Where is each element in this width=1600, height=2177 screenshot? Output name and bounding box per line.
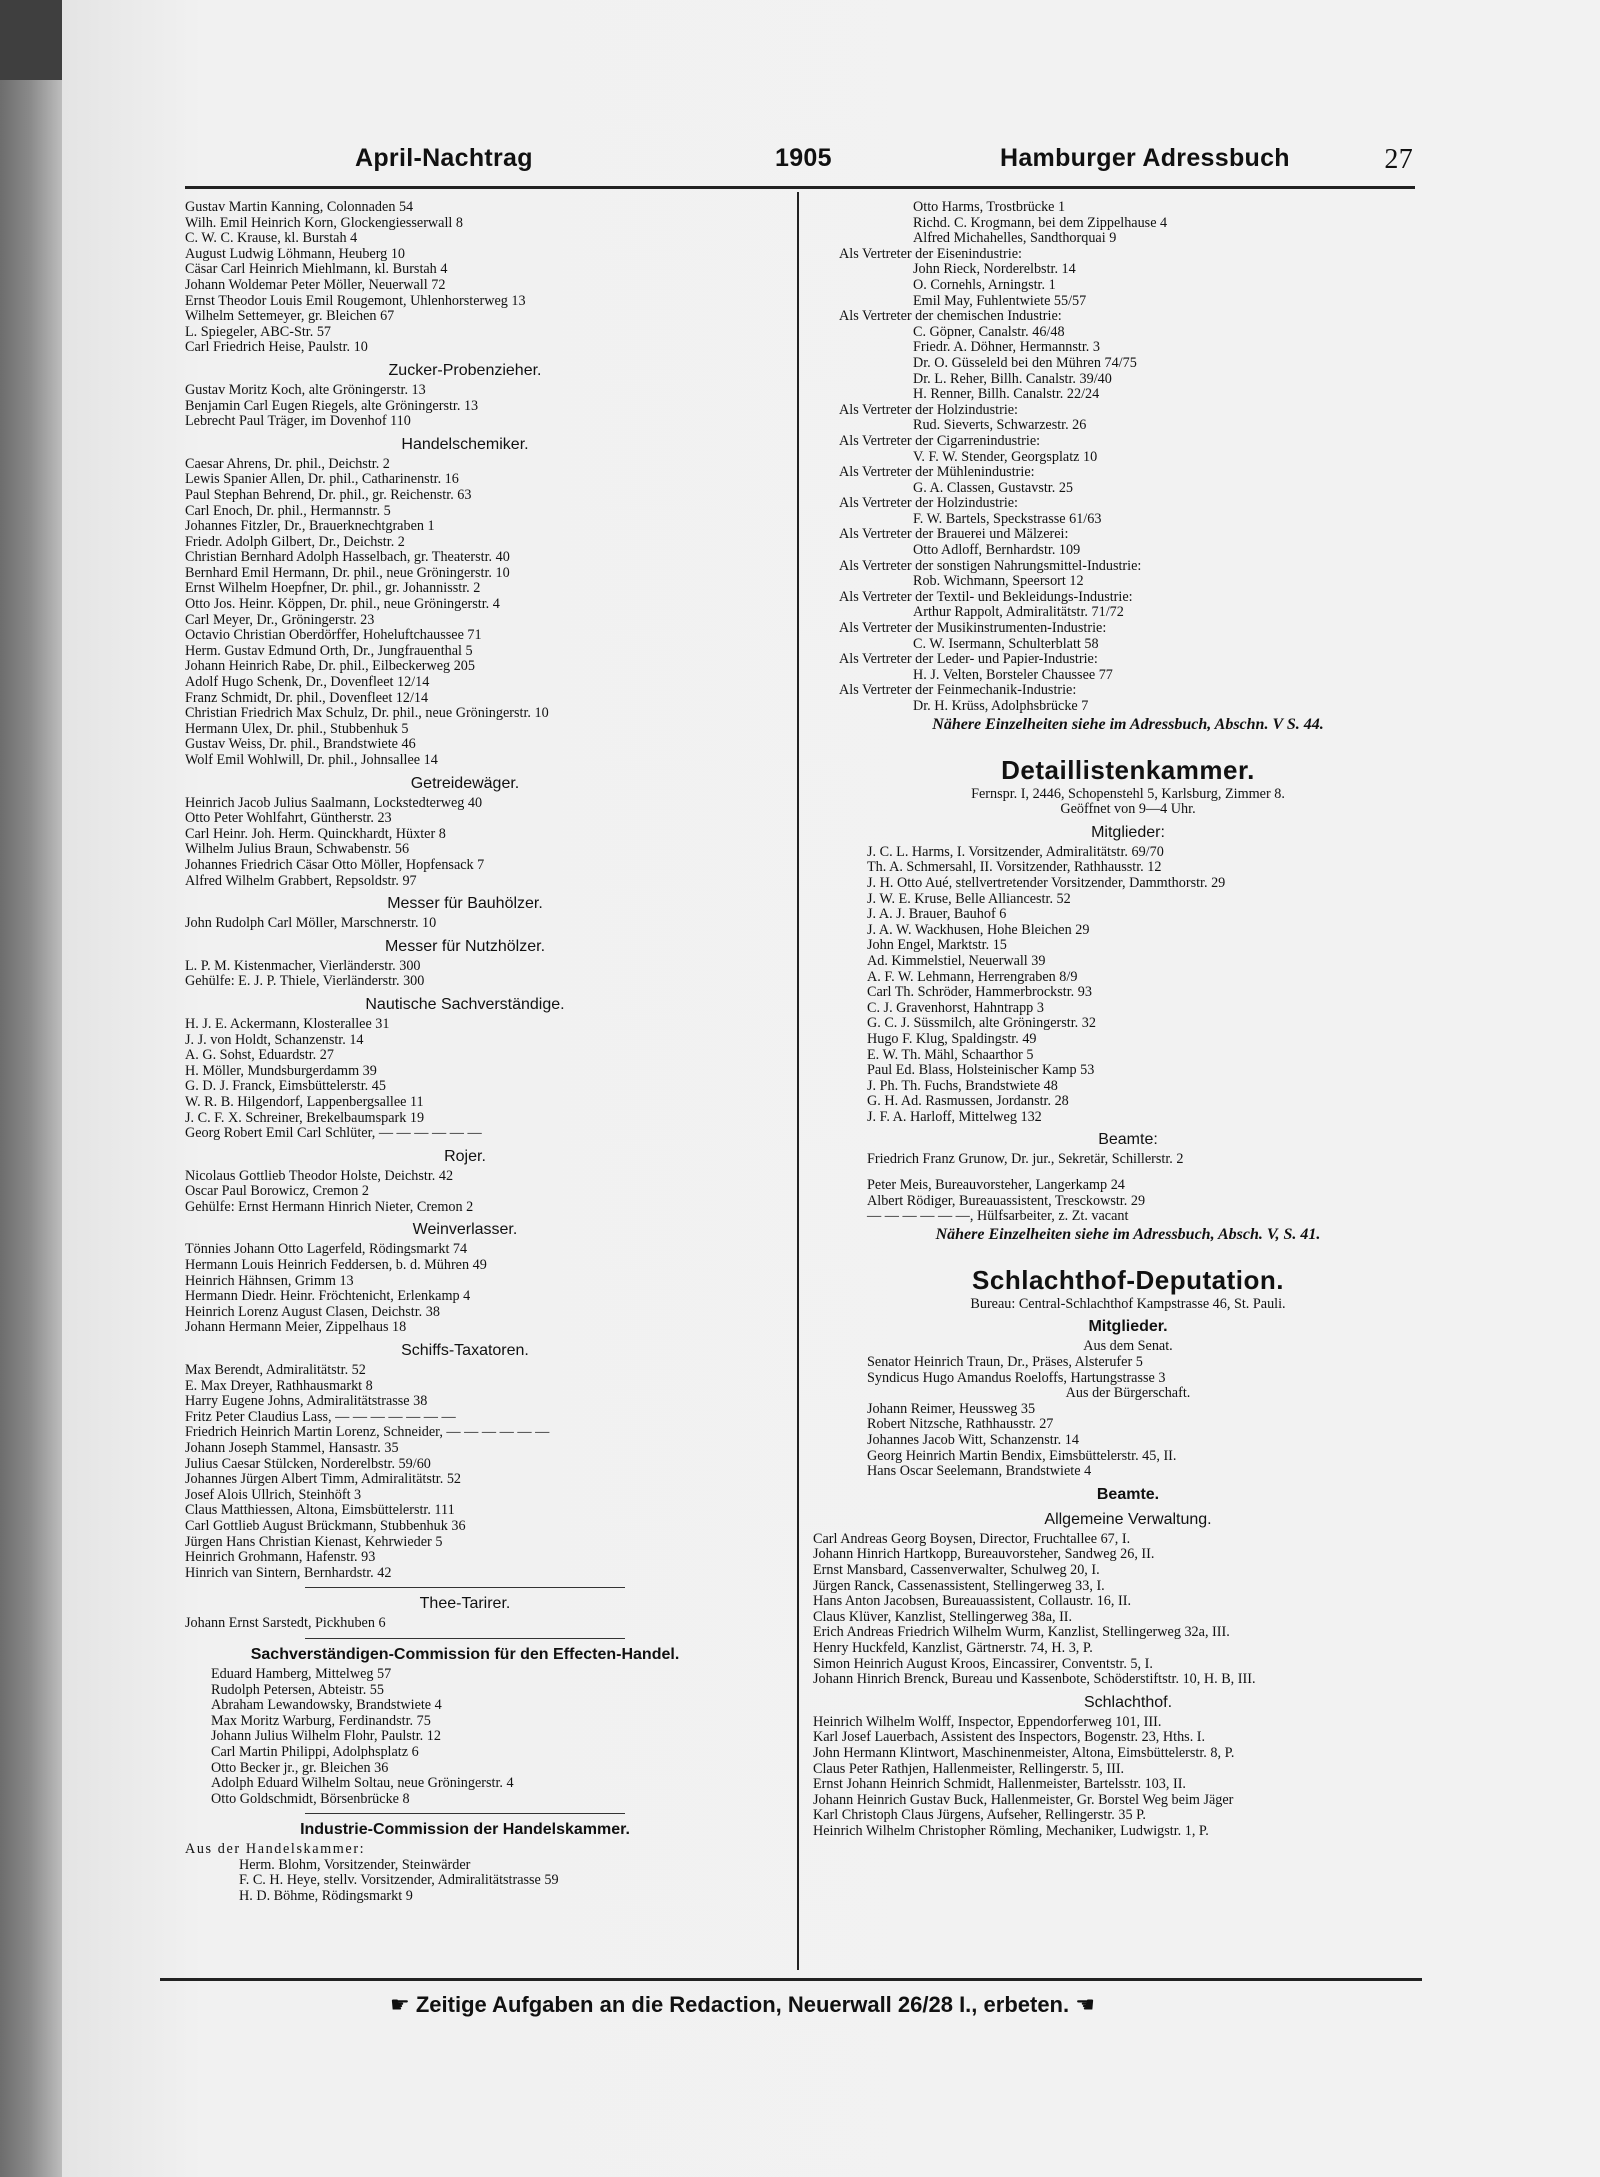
entry-line: J. J. von Holdt, Schanzenstr. 14 — [185, 1031, 364, 1048]
footer-notice — [390, 1992, 1095, 2018]
entry-line: Benjamin Carl Eugen Riegels, alte Gröningerstr. 13 — [185, 397, 479, 414]
entry-line: Heinrich Grohmann, Hafenstr. 93 — [185, 1549, 376, 1566]
entry-line: Hermann Ulex, Dr. phil., Stubbenhuk 5 — [185, 720, 409, 737]
entry-line: Als Vertreter der Leder- und Papier-Industrie: — [839, 651, 1098, 668]
reference-note: Nähere Einzelheiten siehe im Adressbuch, Absch. V, S. 41. — [935, 1225, 1321, 1243]
entry-line: Ad. Kimmelstiel, Neuerwall 39 — [867, 952, 1046, 969]
page-number: 27 — [1384, 144, 1413, 175]
entry-line: J. W. E. Kruse, Belle Alliancestr. 52 — [867, 890, 1071, 907]
entry-line: Heinrich Wilhelm Wolff, Inspector, Eppendorferweg 101, III. — [813, 1713, 1162, 1730]
entry-line: H. J. E. Ackermann, Klosterallee 31 — [185, 1015, 390, 1032]
entry-line: Arthur Rappolt, Admiralitätstr. 71/72 — [913, 604, 1124, 621]
entry-line: Als Vertreter der Musikinstrumenten-Industrie: — [839, 620, 1107, 637]
entry-line: H. Renner, Billh. Canalstr. 22/24 — [913, 386, 1100, 403]
entry-line: F. C. H. Heye, stellv. Vorsitzender, Admiralitätstrasse 59 — [239, 1872, 559, 1889]
entry-line: Bureau: Central-Schlachthof Kampstrasse 46, St. Pauli. — [970, 1295, 1286, 1312]
running-head — [185, 144, 1413, 184]
entry-line: Heinrich Lorenz August Clasen, Deichstr. 38 — [185, 1303, 440, 1320]
section-heading: Zucker-Probenzieher. — [388, 361, 542, 379]
entry-line: Dr. O. Güsseleld bei den Mühren 74/75 — [913, 354, 1137, 371]
entry-line: Paul Ed. Blass, Holsteinischer Kamp 53 — [867, 1062, 1095, 1079]
entry-line: Senator Heinrich Traun, Dr., Präses, Alsterufer 5 — [867, 1354, 1143, 1371]
entry-line: Syndicus Hugo Amandus Roeloffs, Hartungstrasse 3 — [867, 1369, 1166, 1386]
section-heading: Thee-Tarirer. — [419, 1595, 511, 1613]
entry-line: Simon Heinrich August Kroos, Eincassirer, Conventstr. 5, I. — [813, 1655, 1153, 1672]
entry-line: Herm. Blohm, Vorsitzender, Steinwärder — [239, 1856, 471, 1873]
entry-line: Nicolaus Gottlieb Theodor Holste, Deichstr. 42 — [185, 1167, 454, 1184]
entry-line: Als Vertreter der Feinmechanik-Industrie: — [839, 682, 1077, 699]
entry-line: Friedr. A. Döhner, Hermannstr. 3 — [913, 339, 1100, 356]
entry-line: Johann Hermann Meier, Zippelhaus 18 — [185, 1319, 407, 1336]
entry-line: Carl Andreas Georg Boysen, Director, Fruchtallee 67, I. — [813, 1530, 1131, 1547]
entry-line: Aus der Handelskammer: — [185, 1841, 366, 1858]
entry-line: Richd. C. Krogmann, bei dem Zippelhause 4 — [913, 214, 1168, 231]
entry-line: August Ludwig Löhmann, Heuberg 10 — [185, 245, 406, 262]
entry-line: W. R. B. Hilgendorf, Lappenbergsallee 11 — [185, 1093, 424, 1110]
entry-line: H. J. Velten, Borsteler Chaussee 77 — [913, 666, 1113, 683]
entry-line: J. A. J. Brauer, Bauhof 6 — [867, 906, 1007, 923]
entry-line: Hans Anton Jacobsen, Bureauassistent, Collaustr. 16, II. — [813, 1593, 1131, 1610]
entry-line: Robert Nitzsche, Rathhausstr. 27 — [867, 1416, 1054, 1433]
entry-line: Jürgen Hans Christian Kienast, Kehrwieder 5 — [185, 1533, 443, 1550]
entry-line: Wilh. Emil Heinrich Korn, Glockengiesserwall 8 — [185, 214, 463, 231]
entry-line: Johannes Jacob Witt, Schanzenstr. 14 — [867, 1432, 1079, 1448]
entry-line: Wilhelm Julius Braun, Schwabenstr. 56 — [185, 841, 410, 858]
section-heading: Mitglieder: — [1091, 823, 1165, 841]
entry-line: Aus dem Senat. — [1083, 1338, 1173, 1355]
entry-line: Herm. Gustav Edmund Orth, Dr., Jungfrauenthal 5 — [185, 642, 473, 659]
entry-line: Karl Josef Lauerbach, Assistent des Inspectors, Bogenstr. 23, Hths. I. — [813, 1729, 1206, 1746]
scan-edge — [0, 0, 62, 2177]
entry-line: Fernspr. I, 2446, Schopenstehl 5, Karlsburg, Zimmer 8. — [971, 785, 1285, 802]
section-heading: Beamte. — [1096, 1485, 1160, 1503]
entry-line: Carl Gottlieb August Brückmann, Stubbenhuk 36 — [185, 1517, 466, 1534]
entry-line: A. F. W. Lehmann, Herrengraben 8/9 — [867, 968, 1078, 985]
entry-line: Emil May, Fuhlentwiete 55/57 — [913, 292, 1087, 309]
entry-line: Carl Martin Philippi, Adolphsplatz 6 — [211, 1743, 419, 1760]
entry-line: Hermann Diedr. Heinr. Fröchtenicht, Erlenkamp 4 — [185, 1288, 471, 1305]
entry-line: Friedrich Franz Grunow, Dr. jur., Sekretär, Schillerstr. 2 — [867, 1151, 1184, 1168]
entry-line: Carl Friedrich Heise, Paulstr. 10 — [185, 339, 368, 356]
entry-line: H. D. Böhme, Rödingsmarkt 9 — [239, 1888, 413, 1905]
section-heading: Weinverlasser. — [412, 1221, 518, 1239]
entry-line: Als Vertreter der sonstigen Nahrungsmittel-Industrie: — [839, 557, 1142, 574]
entry-line: Otto Adloff, Bernhardstr. 109 — [913, 542, 1081, 559]
entry-line: Hermann Louis Heinrich Feddersen, b. d. Mühren 49 — [185, 1257, 487, 1274]
entry-line: Claus Matthiessen, Altona, Eimsbüttelerstr. 111 — [185, 1502, 455, 1519]
header-title: Hamburger Adressbuch — [1000, 144, 1290, 172]
entry-line: Rud. Sieverts, Schwarzestr. 26 — [913, 417, 1087, 434]
entry-line: Paul Stephan Behrend, Dr. phil., gr. Reichenstr. 63 — [185, 486, 472, 503]
entry-line: Otto Goldschmidt, Börsenbrücke 8 — [211, 1790, 410, 1807]
entry-line: Johann Heinrich Gustav Buck, Hallenmeister, Gr. Borstel Weg beim Jäger — [813, 1791, 1234, 1808]
entry-line: Otto Peter Wohlfahrt, Güntherstr. 23 — [185, 810, 392, 827]
entry-line: G. H. Ad. Rasmussen, Jordanstr. 28 — [867, 1093, 1069, 1110]
entry-line: L. Spiegeler, ABC-Str. 57 — [185, 323, 332, 340]
entry-line: Bernhard Emil Hermann, Dr. phil., neue Gröningerstr. 10 — [185, 564, 510, 581]
entry-line: Fritz Peter Claudius Lass, — — — — — — — — [185, 1408, 456, 1425]
entry-line: J. H. Otto Aué, stellvertretender Vorsitzender, Dammthorstr. 29 — [867, 874, 1226, 891]
entry-line: C. W. Isermann, Schulterblatt 58 — [913, 635, 1099, 652]
entry-line: Als Vertreter der Textil- und Bekleidungs-Industrie: — [839, 588, 1133, 605]
entry-line: Rudolph Petersen, Abteistr. 55 — [211, 1681, 384, 1698]
entry-line: Josef Alois Ullrich, Steinhöft 3 — [185, 1486, 362, 1503]
entry-line: Octavio Christian Oberdörffer, Hoheluftchaussee 71 — [185, 627, 482, 644]
entry-line: Dr. H. Krüss, Adolphsbrücke 7 — [913, 698, 1089, 714]
entry-line: Als Vertreter der Brauerei und Mälzerei: — [839, 526, 1069, 543]
entry-line: G. D. J. Franck, Eimsbüttelerstr. 45 — [185, 1078, 386, 1095]
entry-line: Gustav Martin Kanning, Colonnaden 54 — [185, 199, 414, 215]
entry-line: Claus Klüver, Kanzlist, Stellingerweg 38a, II. — [813, 1608, 1073, 1625]
entry-line: Johannes Fitzler, Dr., Brauerknechtgraben 1 — [185, 518, 435, 535]
entry-line: Ernst Theodor Louis Emil Rougemont, Uhlenhorsterweg 13 — [185, 292, 526, 309]
section-heading: Getreidewäger. — [410, 774, 520, 792]
section-heading: Handelschemiker. — [401, 435, 529, 453]
entry-line: Johann Hinrich Hartkopp, Bureauvorsteher, Sandweg 26, II. — [813, 1546, 1155, 1563]
entry-line: Cäsar Carl Heinrich Miehlmann, kl. Burstah 4 — [185, 261, 448, 278]
entry-line: Ernst Mansbard, Cassenverwalter, Schulweg 20, I. — [813, 1561, 1100, 1578]
entry-line: O. Cornehls, Arningstr. 1 — [913, 276, 1056, 293]
entry-line: V. F. W. Stender, Georgsplatz 10 — [913, 448, 1098, 465]
entry-line: Jürgen Ranck, Cassenassistent, Stellingerweg 33, I. — [813, 1577, 1105, 1594]
entry-line: John Hermann Klintwort, Maschinenmeister, Altona, Eimsbüttelerstr. 8, P. — [813, 1744, 1235, 1761]
entry-line: Gustav Moritz Koch, alte Gröningerstr. 13 — [185, 381, 426, 398]
entry-line: Karl Christoph Claus Jürgens, Aufseher, Rellingerstr. 35 P. — [813, 1807, 1146, 1824]
entry-line: J. F. A. Harloff, Mittelweg 132 — [867, 1108, 1042, 1125]
section-rule — [305, 1813, 625, 1814]
entry-line: G. A. Classen, Gustavstr. 25 — [913, 479, 1074, 496]
entry-line: Gehülfe: E. J. P. Thiele, Vierländerstr. 300 — [185, 973, 425, 990]
entry-line: F. W. Bartels, Speckstrasse 61/63 — [913, 510, 1102, 527]
section-heading: Messer für Nutzhölzer. — [384, 937, 546, 955]
entry-line: Gehülfe: Ernst Hermann Hinrich Nieter, Cremon 2 — [185, 1198, 474, 1215]
entry-line: E. W. Th. Mähl, Schaarthor 5 — [867, 1046, 1034, 1063]
entry-line: Als Vertreter der Holzindustrie: — [839, 495, 1018, 512]
entry-line: Ernst Johann Heinrich Schmidt, Hallenmeister, Bartelsstr. 103, II. — [813, 1776, 1186, 1793]
entry-line: Johann Reimer, Heussweg 35 — [867, 1400, 1036, 1417]
entry-line: Johann Hinrich Brenck, Bureau und Kassenbote, Schöderstiftstr. 10, H. B, III. — [813, 1671, 1256, 1688]
entry-line: Geöffnet von 9—4 Uhr. — [1060, 801, 1196, 818]
header-section: April-Nachtrag — [355, 144, 533, 172]
entry-line: Alfred Wilhelm Grabbert, Repsoldstr. 97 — [185, 872, 417, 889]
right-column — [813, 200, 1443, 1839]
entry-line: Johann Julius Wilhelm Flohr, Paulstr. 12 — [211, 1728, 441, 1745]
section-heading: Allgemeine Verwaltung. — [1044, 1510, 1212, 1528]
entry-line: J. C. L. Harms, I. Vorsitzender, Admiralitätstr. 69/70 — [867, 843, 1164, 860]
section-heading: Schiffs-Taxatoren. — [401, 1342, 529, 1360]
entry-line: Otto Harms, Trostbrücke 1 — [913, 199, 1066, 215]
institution-title: Schlachthof-Deputation. — [972, 1264, 1284, 1295]
entry-line: Johann Heinrich Rabe, Dr. phil., Eilbeckerweg 205 — [185, 658, 475, 675]
section-heading: Nautische Sachverständige. — [365, 995, 565, 1013]
entry-line: Wilhelm Settemeyer, gr. Bleichen 67 — [185, 308, 395, 325]
entry-line: J. A. W. Wackhusen, Hohe Bleichen 29 — [867, 921, 1090, 938]
entry-line: Dr. L. Reher, Billh. Canalstr. 39/40 — [913, 370, 1112, 387]
entry-line: J. C. F. X. Schreiner, Brekelbaumspark 19 — [185, 1109, 425, 1126]
entry-line: Max Moritz Warburg, Ferdinandstr. 75 — [211, 1712, 431, 1729]
entry-line: Eduard Hamberg, Mittelweg 57 — [211, 1665, 392, 1682]
entry-line: — — — — — —, Hülfsarbeiter, z. Zt. vacant — [867, 1208, 1129, 1225]
entry-line: Heinrich Hähnsen, Grimm 13 — [185, 1272, 354, 1289]
entry-line: J. Ph. Th. Fuchs, Brandstwiete 48 — [867, 1077, 1058, 1094]
column-divider — [797, 192, 799, 1970]
header-rule — [185, 186, 1415, 189]
entry-line: Oscar Paul Borowicz, Cremon 2 — [185, 1183, 370, 1200]
entry-line: Albert Rödiger, Bureauassistent, Tresckowstr. 29 — [867, 1192, 1146, 1209]
entry-line: Abraham Lewandowsky, Brandstwiete 4 — [211, 1697, 442, 1714]
entry-line: Rob. Wichmann, Speersort 12 — [913, 573, 1084, 590]
entry-line: Friedr. Adolph Gilbert, Dr., Deichstr. 2 — [185, 533, 405, 550]
entry-line: Max Berendt, Admiralitätstr. 52 — [185, 1362, 366, 1379]
entry-line: Ernst Wilhelm Hoepfner, Dr. phil., gr. Johannisstr. 2 — [185, 580, 481, 597]
header-year: 1905 — [775, 144, 832, 172]
entry-line: C. J. Gravenhorst, Hahntrapp 3 — [867, 999, 1044, 1016]
entry-line: Adolf Hugo Schenk, Dr., Dovenfleet 12/14 — [185, 674, 430, 691]
entry-line: Heinrich Wilhelm Christopher Römling, Mechaniker, Ludwigstr. 1, P. — [813, 1822, 1209, 1839]
entry-line: Lebrecht Paul Träger, im Dovenhof 110 — [185, 413, 411, 430]
left-column — [185, 200, 745, 1905]
entry-line: Henry Huckfeld, Kanzlist, Gärtnerstr. 74, H. 3, P. — [813, 1639, 1093, 1656]
entry-line: Erich Andreas Friedrich Wilhelm Wurm, Kanzlist, Stellingerweg 32a, III. — [813, 1624, 1230, 1641]
entry-line: Johann Joseph Stammel, Hansastr. 35 — [185, 1440, 399, 1456]
section-rule — [305, 1638, 625, 1639]
entry-line: Aus der Bürgerschaft. — [1065, 1385, 1191, 1402]
entry-line: Hans Oscar Seelemann, Brandstwiete 4 — [867, 1463, 1092, 1480]
pointing-hand-left-icon: ☚ — [1075, 1992, 1095, 2017]
entry-line: Claus Peter Rathjen, Hallenmeister, Rellingerstr. 5, III. — [813, 1760, 1125, 1777]
entry-line: Carl Heinr. Joh. Herm. Quinckhardt, Hüxter 8 — [185, 825, 446, 842]
entry-line: Otto Jos. Heinr. Köppen, Dr. phil., neue Gröningerstr. 4 — [185, 596, 500, 613]
entry-line: E. Max Dreyer, Rathhausmarkt 8 — [185, 1377, 373, 1394]
entry-line: Als Vertreter der Eisenindustrie: — [839, 245, 1022, 262]
entry-line: Johannes Jürgen Albert Timm, Admiralitätstr. 52 — [185, 1471, 462, 1488]
footer-rule — [160, 1978, 1422, 1981]
entry-line: Franz Schmidt, Dr. phil., Dovenfleet 12/14 — [185, 689, 429, 706]
entry-line: Harry Eugene Johns, Admiralitätstrasse 38 — [185, 1393, 428, 1410]
entry-line: Caesar Ahrens, Dr. phil., Deichstr. 2 — [185, 455, 390, 472]
entry-line: Peter Meis, Bureauvorsteher, Langerkamp 24 — [867, 1177, 1125, 1194]
entry-line: Tönnies Johann Otto Lagerfeld, Rödingsmarkt 74 — [185, 1241, 468, 1258]
entry-line: Adolph Eduard Wilhelm Soltau, neue Gröningerstr. 4 — [211, 1775, 514, 1792]
entry-line: Als Vertreter der Cigarrenindustrie: — [839, 432, 1041, 449]
entry-line: Julius Caesar Stülcken, Norderelbstr. 59/60 — [185, 1455, 431, 1472]
entry-line: Hinrich van Sintern, Bernhardstr. 42 — [185, 1564, 392, 1581]
entry-line: C. W. C. Krause, kl. Burstah 4 — [185, 230, 358, 247]
section-heading: Messer für Bauhölzer. — [387, 895, 543, 913]
entry-line: Wolf Emil Wohlwill, Dr. phil., Johnsallee 14 — [185, 752, 438, 768]
section-heading: Sachverständigen-Commission für den Effecten-Handel. — [250, 1645, 680, 1663]
entry-line: Als Vertreter der chemischen Industrie: — [839, 308, 1062, 325]
section-heading: Rojer. — [444, 1147, 486, 1165]
entry-line: John Rieck, Norderelbstr. 14 — [913, 261, 1076, 278]
entry-line: Otto Becker jr., gr. Bleichen 36 — [211, 1759, 389, 1776]
entry-line: Als Vertreter der Holzindustrie: — [839, 401, 1018, 418]
entry-line: Christian Friedrich Max Schulz, Dr. phil., neue Gröningerstr. 10 — [185, 705, 549, 722]
entry-line: Hugo F. Klug, Spaldingstr. 49 — [867, 1030, 1037, 1047]
entry-line: Georg Robert Emil Carl Schlüter, — — — — — — — [185, 1125, 482, 1142]
entry-line: Als Vertreter der Mühlenindustrie: — [839, 464, 1035, 481]
entry-line: Carl Meyer, Dr., Gröningerstr. 23 — [185, 611, 375, 628]
pointing-hand-right-icon: ☛ — [390, 1992, 410, 2017]
institution-title: Detaillistenkammer. — [1001, 754, 1255, 785]
section-heading: Beamte: — [1098, 1131, 1158, 1149]
entry-line: Friedrich Heinrich Martin Lorenz, Schneider, — — — — — — — [185, 1424, 550, 1441]
section-rule — [305, 1587, 625, 1588]
entry-line: H. Möller, Mundsburgerdamm 39 — [185, 1062, 377, 1079]
entry-line: G. C. J. Süssmilch, alte Gröningerstr. 32 — [867, 1015, 1096, 1032]
entry-line: C. Göpner, Canalstr. 46/48 — [913, 323, 1065, 340]
entry-line: Lewis Spanier Allen, Dr. phil., Catharinenstr. 16 — [185, 471, 459, 488]
entry-line: Carl Enoch, Dr. phil., Hermannstr. 5 — [185, 502, 391, 519]
entry-line: Gustav Weiss, Dr. phil., Brandstwiete 46 — [185, 736, 416, 753]
entry-line: John Engel, Marktstr. 15 — [867, 937, 1007, 954]
entry-line: Johann Woldemar Peter Möller, Neuerwall 72 — [185, 276, 446, 293]
entry-line: Alfred Michahelles, Sandthorquai 9 — [913, 230, 1117, 247]
entry-line: L. P. M. Kistenmacher, Vierländerstr. 300 — [185, 957, 421, 974]
section-heading: Schlachthof. — [1083, 1693, 1173, 1711]
entry-line: Carl Th. Schröder, Hammerbrockstr. 93 — [867, 984, 1092, 1001]
section-heading: Industrie-Commission der Handelskammer. — [300, 1821, 630, 1839]
entry-line: A. G. Sohst, Eduardstr. 27 — [185, 1047, 334, 1064]
entry-line: Johannes Friedrich Cäsar Otto Möller, Hopfensack 7 — [185, 856, 485, 873]
entry-line: John Rudolph Carl Möller, Marschnerstr. 10 — [185, 915, 437, 932]
footer-text: Zeitige Aufgaben an die Redaction, Neuerwall 26/28 I., erbeten. — [415, 1992, 1070, 2017]
section-heading: Mitglieder. — [1088, 1318, 1168, 1336]
entry-line: Georg Heinrich Martin Bendix, Eimsbüttelerstr. 45, II. — [867, 1447, 1177, 1464]
entry-line: Th. A. Schmersahl, II. Vorsitzender, Rathhausstr. 12 — [867, 859, 1162, 876]
entry-line: Johann Ernst Sarstedt, Pickhuben 6 — [185, 1615, 386, 1632]
entry-line: Heinrich Jacob Julius Saalmann, Lockstedterweg 40 — [185, 794, 483, 811]
reference-note: Nähere Einzelheiten siehe im Adressbuch, Abschn. V S. 44. — [932, 715, 1324, 733]
entry-line: Christian Bernhard Adolph Hasselbach, gr. Theaterstr. 40 — [185, 549, 510, 566]
